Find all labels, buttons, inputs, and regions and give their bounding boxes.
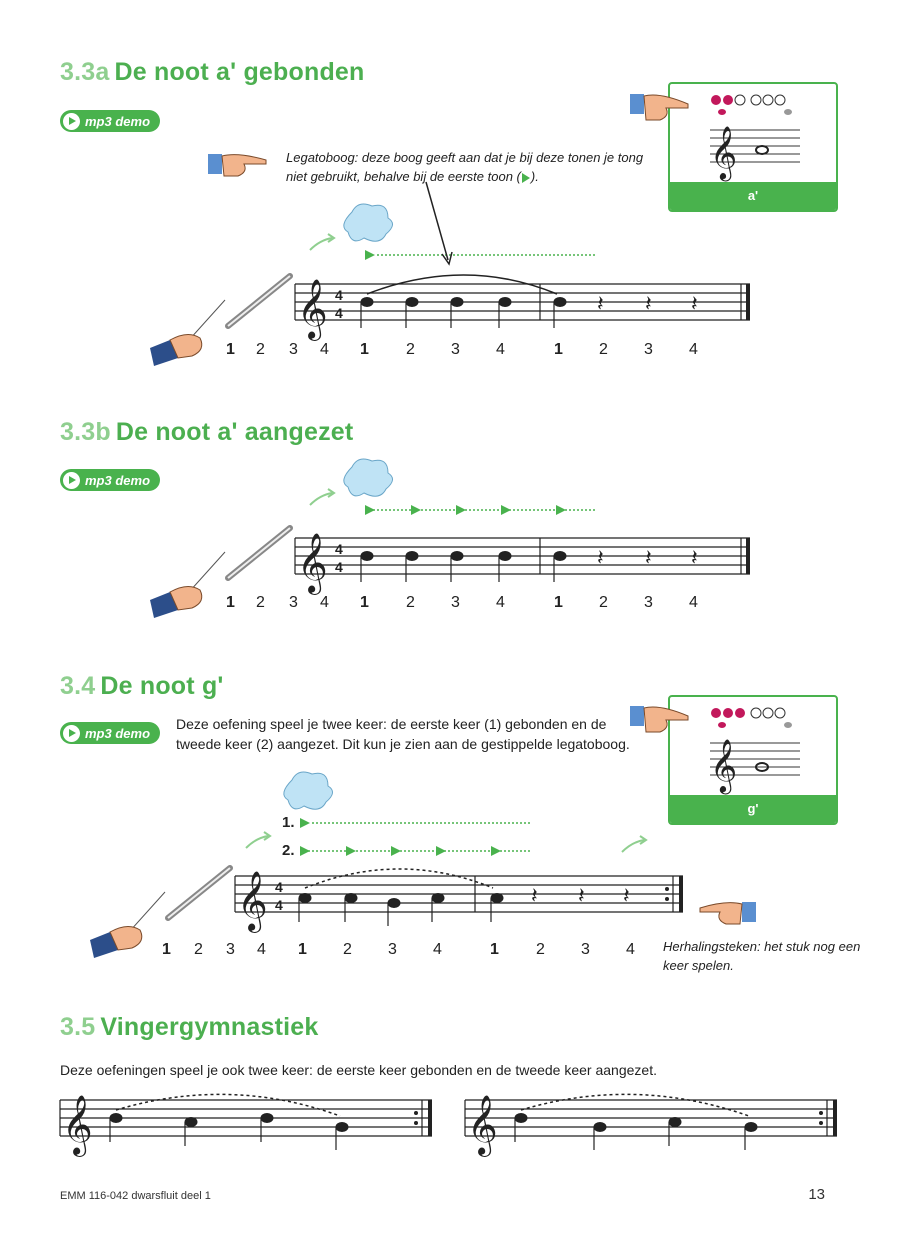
svg-text:𝄽: 𝄽	[691, 292, 698, 317]
play-icon	[63, 472, 80, 489]
play-icon	[63, 725, 80, 742]
svg-text:𝄞: 𝄞	[710, 738, 738, 792]
legato-note: Legatoboog: deze boog geeft aan dat je bij deze tonen je tong niet gebruikt, behalve bij de eerste toon ( ).	[286, 150, 644, 184]
fingering-card-g	[668, 695, 838, 825]
pointing-hand-icon	[630, 702, 690, 742]
music-staff-3-3a	[295, 278, 755, 338]
flute-illustration	[140, 270, 300, 380]
flute-illustration	[140, 522, 300, 632]
mp3-demo-button-3-3a[interactable]: mp3 demo	[60, 110, 160, 132]
card-label-g: g'	[670, 795, 836, 823]
breath-guide-line	[365, 248, 605, 262]
section-3-4-text: Deze oefening speel je twee keer: de eerste keer (1) gebonden en de tweede keer (2) aangezet. Dit kun je zien aan de gestippelde legatoboog.	[176, 716, 630, 752]
beat-counts-3-4: 1 2 3 4 1 2 3 4 1 2 3 4	[162, 941, 635, 958]
svg-text:4: 4	[275, 879, 283, 895]
svg-text:4: 4	[335, 541, 343, 557]
svg-text:4: 4	[335, 305, 343, 321]
svg-text:𝄽: 𝄽	[623, 884, 630, 909]
green-arrow-icon	[618, 830, 658, 860]
line-1-label: 1.	[282, 814, 295, 831]
svg-text:𝄽: 𝄽	[691, 546, 698, 571]
breath-guide-line-1	[300, 816, 540, 830]
section-heading-3-4: 3.4 De noot g'	[60, 672, 224, 700]
music-staff-3-5-left	[60, 1094, 440, 1154]
svg-text:𝄞: 𝄞	[297, 279, 328, 339]
section-heading-3-5: 3.5 Vingergymnastiek	[60, 1013, 319, 1041]
footer-publication: EMM 116-042 dwarsfluit deel 1	[60, 1190, 211, 1202]
fingering-card-a	[668, 82, 838, 212]
repeat-sign-note: Herhalingsteken: het stuk nog een keer spelen.	[663, 939, 861, 973]
section-heading-3-3a: 3.3a De noot a' gebonden	[60, 58, 365, 86]
svg-text:𝄞: 𝄞	[710, 125, 738, 179]
section-3-5-text: Deze oefeningen speel je ook twee keer: de eerste keer gebonden en de tweede keer aangezet.	[60, 1062, 657, 1078]
svg-text:𝄞: 𝄞	[467, 1095, 498, 1155]
svg-text:𝄞: 𝄞	[297, 533, 328, 593]
fingering-diagram	[670, 697, 838, 797]
svg-text:𝄞: 𝄞	[62, 1095, 93, 1155]
fingering-diagram	[670, 84, 838, 184]
svg-text:4: 4	[335, 559, 343, 575]
pointing-hand-icon	[630, 90, 690, 130]
music-staff-3-4	[235, 870, 695, 930]
play-icon	[63, 113, 80, 130]
beat-counts-3-3a: 1 2 3 4 1 2 3 4 1 2 3 4	[226, 341, 698, 358]
mp3-demo-button-3-3b[interactable]: mp3 demo	[60, 469, 160, 491]
annotation-arrow	[420, 180, 460, 270]
mp3-demo-button-3-4[interactable]: mp3 demo	[60, 722, 160, 744]
pointing-hand-icon	[208, 150, 268, 180]
svg-text:𝄽: 𝄽	[531, 884, 538, 909]
breath-guide-line-2	[300, 844, 540, 858]
section-heading-3-3b: 3.3b De noot a' aangezet	[60, 418, 354, 446]
svg-text:4: 4	[335, 287, 343, 303]
svg-text:𝄽: 𝄽	[645, 546, 652, 571]
line-2-label: 2.	[282, 842, 295, 859]
play-triangle-icon	[521, 173, 531, 183]
svg-text:𝄽: 𝄽	[645, 292, 652, 317]
card-label-a: a'	[670, 182, 836, 210]
page-number: 13	[808, 1186, 825, 1203]
svg-text:𝄽: 𝄽	[578, 884, 585, 909]
svg-text:4: 4	[275, 897, 283, 913]
music-staff-3-5-right	[465, 1094, 845, 1154]
pointing-hand-left-icon	[698, 898, 758, 928]
breath-guide-line	[365, 503, 605, 517]
svg-text:𝄽: 𝄽	[597, 292, 604, 317]
svg-text:𝄞: 𝄞	[237, 871, 268, 931]
svg-text:𝄽: 𝄽	[597, 546, 604, 571]
beat-counts-3-3b: 1 2 3 4 1 2 3 4 1 2 3 4	[226, 594, 698, 611]
music-staff-3-3b	[295, 532, 755, 592]
